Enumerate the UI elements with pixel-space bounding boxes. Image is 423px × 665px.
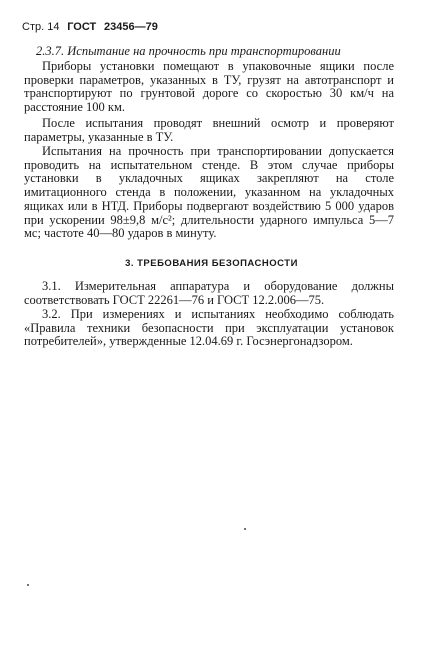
scan-speck — [244, 528, 246, 530]
standard-label: ГОСТ — [67, 21, 97, 33]
section-heading: 2.3.7. Испытание на прочность при транспортировании — [36, 44, 341, 58]
paragraph-packing: Приборы установки помещают в упаковочные ящики после проверки параметров, указанных в ТУ, грузят на автотранспорт и транспортируют по грунтовой дороге со скоростью 30 км/ч на расстояние 100 км. — [24, 59, 394, 115]
page-number: Стр. 14 — [22, 21, 60, 33]
chapter-title: 3. ТРЕБОВАНИЯ БЕЗОПАСНОСТИ — [125, 258, 298, 269]
paragraph-3-1: 3.1. Измерительная аппаратура и оборудование должны соответствовать ГОСТ 22261—76 и ГОСТ 12.2.006—75. — [24, 279, 394, 307]
paragraph-inspection: После испытания проводят внешний осмотр и проверяют параметры, указанные в ТУ. — [24, 116, 394, 144]
page-header — [22, 21, 158, 34]
standard-number: 23456—79 — [104, 21, 158, 33]
paragraph-3-2: 3.2. При измерениях и испытаниях необходимо соблюдать «Правила техники безопасности при эксплуатации установок потребителей», утвержденные 12.04.69 г. Госэнергонадзором. — [24, 307, 394, 349]
scan-speck — [27, 584, 29, 586]
paragraph-test-stand: Испытания на прочность при транспортировании допускается проводить на испытательном стенде. В этом случае приборы установки в укладочных ящиках закрепляют на столе имитационного стенда в положении, указанном на укладочных ящиках или в НТД. Приборы подвергают воздействию 5 000 ударов при ускорении 98±9,8 м/с²; длительности ударного импульса 5—7 мс; частоте 40—80 ударов в минуту. — [24, 144, 394, 241]
